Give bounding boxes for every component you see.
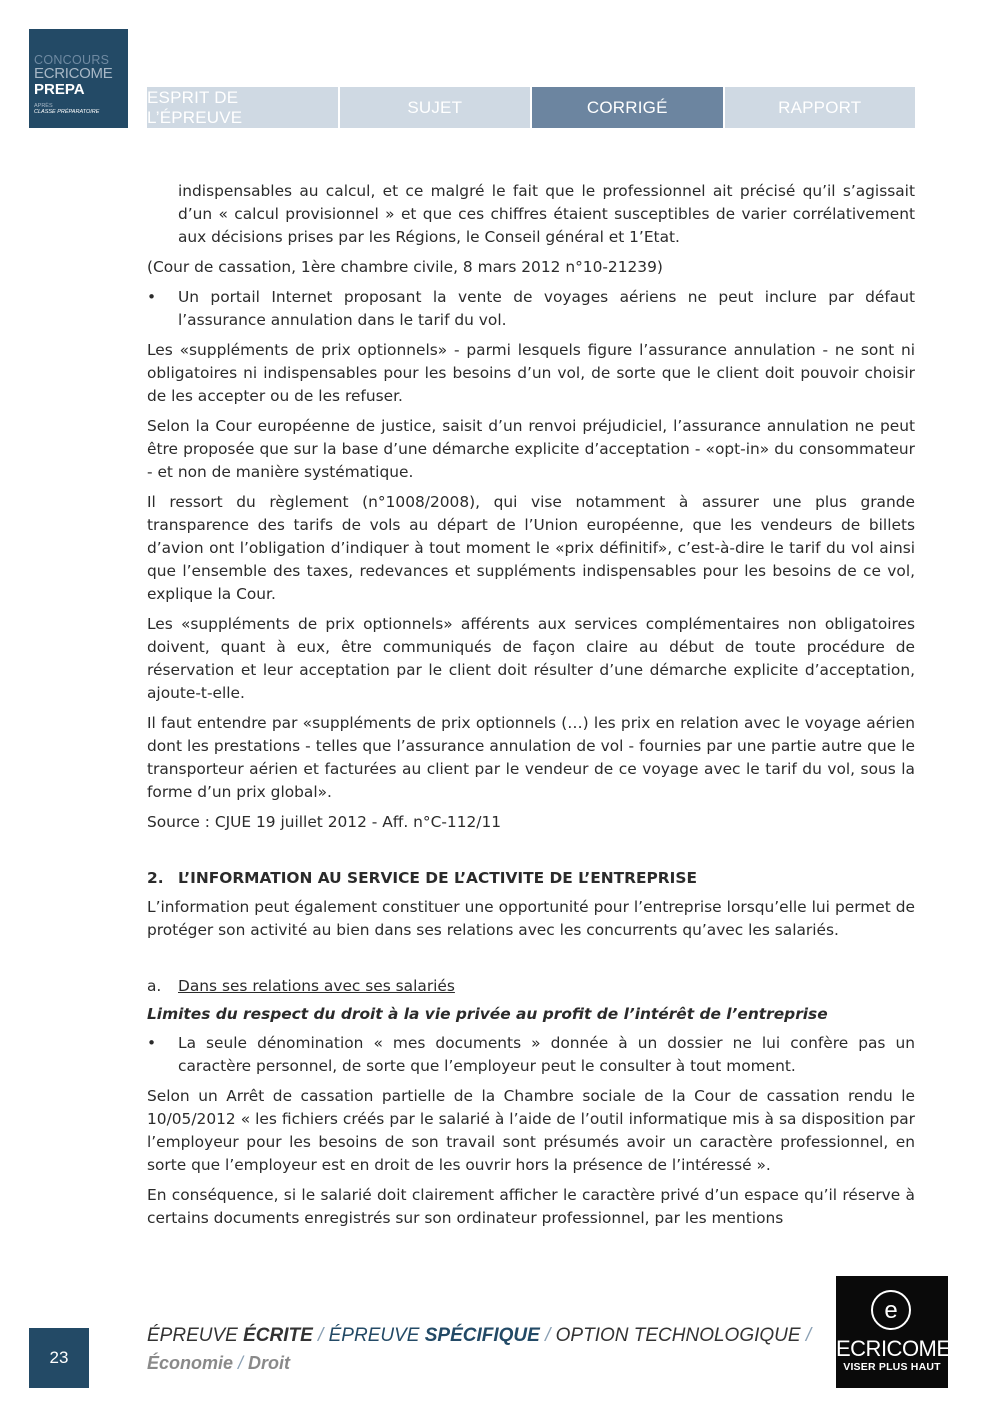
logo-line-prepa: PREPA [34,81,85,98]
logo-line-apres: APRÈS [34,103,53,109]
bullet-text: Un portail Internet proposant la vente de voyages aériens ne peut inclure par défaut l’assurance annulation dans le tarif du vol. [178,288,915,329]
subsection-heading [147,975,915,998]
ecricome-brand: ECRICOME [836,1336,951,1361]
document-body [147,180,915,1237]
bullet-icon: • [147,1034,157,1052]
paragraph: Selon la Cour européenne de justice, saisit d’un renvoi préjudiciel, l’assurance annulation ne peut être proposée que sur la base d’une démarche explicite d’acceptation - «opt-in» du consommateur - et non de manière systématique. [147,417,915,481]
ecricome-tagline: VISER PLUS HAUT [843,1361,941,1373]
footer-specifique: SPÉCIFIQUE [424,1325,540,1346]
paragraph: Les «suppléments de prix optionnels» afférents aux services complémentaires non obligatoires doivent, quant à eux, être communiqués de façon claire au début de toute procédure de réservation et leur acceptation par le client doit résulter d’une démarche explicite d’acceptation, ajoute-t-elle. [147,615,915,702]
subsection-title: Dans ses relations avec ses salariés [178,977,455,995]
section-title: L’INFORMATION AU SERVICE DE L’ACTIVITE DE L’ENTREPRISE [178,869,697,887]
tab-esprit[interactable]: ESPRIT DE L’ÉPREUVE [147,87,338,128]
source-citation: Source : CJUE 19 juillet 2012 - Aff. n°C-112/11 [147,813,502,831]
concours-logo [29,29,128,128]
italic-heading: Limites du respect du droit à la vie privée au profit de l’intérêt de l’entreprise [147,1005,828,1023]
citation-cassation: (Cour de cassation, 1ère chambre civile, 8 mars 2012 n°10-21239) [147,258,663,276]
paragraph: L’information peut également constituer une opportunité pour l’entreprise lorsqu’elle lui permet de protéger son activité au bien dans ses relations avec les concurrents qu’avec les salariés. [147,898,915,939]
ecricome-e-icon [869,1288,913,1332]
bullet-item [147,1032,915,1078]
footer-epreuve: ÉPREUVE [147,1325,244,1346]
paragraph: Selon un Arrêt de cassation partielle de la Chambre sociale de la Cour de cassation rendu le 10/05/2012 « les fichiers créés par le salarié à l’aide de l’outil informatique mis à sa disposition par l’employeur pour les besoins de son travail sont présumés avoir un caractère professionnel, en sorte que l’employeur est en droit de les ouvrir hors la présence de l’intéressé ». [147,1087,915,1174]
logo-line-classe: CLASSE PRÉPARATOIRE [34,109,100,115]
bullet-text: La seule dénomination « mes documents » donnée à un dossier ne lui confère pas un caractère personnel, de sorte que l’employeur peut le consulter à tout moment. [178,1034,915,1075]
footer-option: OPTION TECHNOLOGIQUE [555,1325,801,1346]
footer-epreuve-2: ÉPREUVE [328,1325,425,1346]
paragraph: En conséquence, si le salarié doit clairement afficher le caractère privé d’un espace qu’il réserve à certains documents enregistrés sur son ordinateur professionnel, par les mentions [147,1186,915,1227]
footer-separator: / [800,1325,812,1346]
footer-subject [147,1353,290,1374]
paragraph: Il faut entendre par «suppléments de prix optionnels (…) les prix en relation avec le voyage aérien dont les prestations - telles que l’assurance annulation de vol - fournies par une partie autre que le transporteur aérien et facturées au client par le vendeur de ce voyage avec le tarif du vol, sous la forme d’un prix global». [147,714,915,801]
tab-rapport[interactable]: RAPPORT [725,87,916,128]
section-tabs [147,87,915,128]
logo-line-concours: CONCOURS [34,53,110,67]
footer-droit: Droit [248,1353,291,1373]
subsection-letter: a. [147,977,162,995]
tab-sujet[interactable]: SUJET [340,87,531,128]
page-number: 23 [29,1328,89,1388]
bullet-item [147,286,915,332]
logo-line-ecricome: ECRICOME [34,65,113,82]
paragraph: Il ressort du règlement (n°1008/2008), qui vise notamment à assurer une plus grande transparence des tarifs de vols au départ de l’Union européenne, que les vendeurs de billets d’avion ont l’obligation d’indiquer à tout moment le «prix définitif», c’est-à-dire le tarif du vol ainsi que l’ensemble des taxes, redevances et suppléments indispensables pour les besoins de ce vol, explique la Cour. [147,493,915,603]
footer-economie: Économie [147,1353,234,1373]
paragraph-continued: indispensables au calcul, et ce malgré le fait que le professionnel ait précisé qu’il s’agissait d’un « calcul provisionnel » et que ces chiffres étaient susceptibles de varier corrélativement aux décisions prises par les Régions, le Conseil général et 1’Etat. [178,182,915,246]
bullet-icon: • [147,288,157,306]
footer-exam-type [147,1325,811,1347]
tab-corrige[interactable]: CORRIGÉ [532,87,723,128]
paragraph: Les «suppléments de prix optionnels» - parmi lesquels figure l’assurance annulation - ne sont ni obligatoires ni indispensables pour les besoins d’un vol, de sorte que le client doit pouvoir choisir de les accepter ou de les refuser. [147,341,915,405]
ecricome-logo [836,1276,951,1388]
footer-separator: / [539,1325,556,1346]
footer-separator: / [233,1353,249,1373]
svg-text:e: e [884,1297,898,1324]
section-heading [147,867,915,890]
footer-separator: / [312,1325,329,1346]
footer-ecrite: ÉCRITE [243,1325,313,1346]
section-number: 2. [147,869,164,887]
